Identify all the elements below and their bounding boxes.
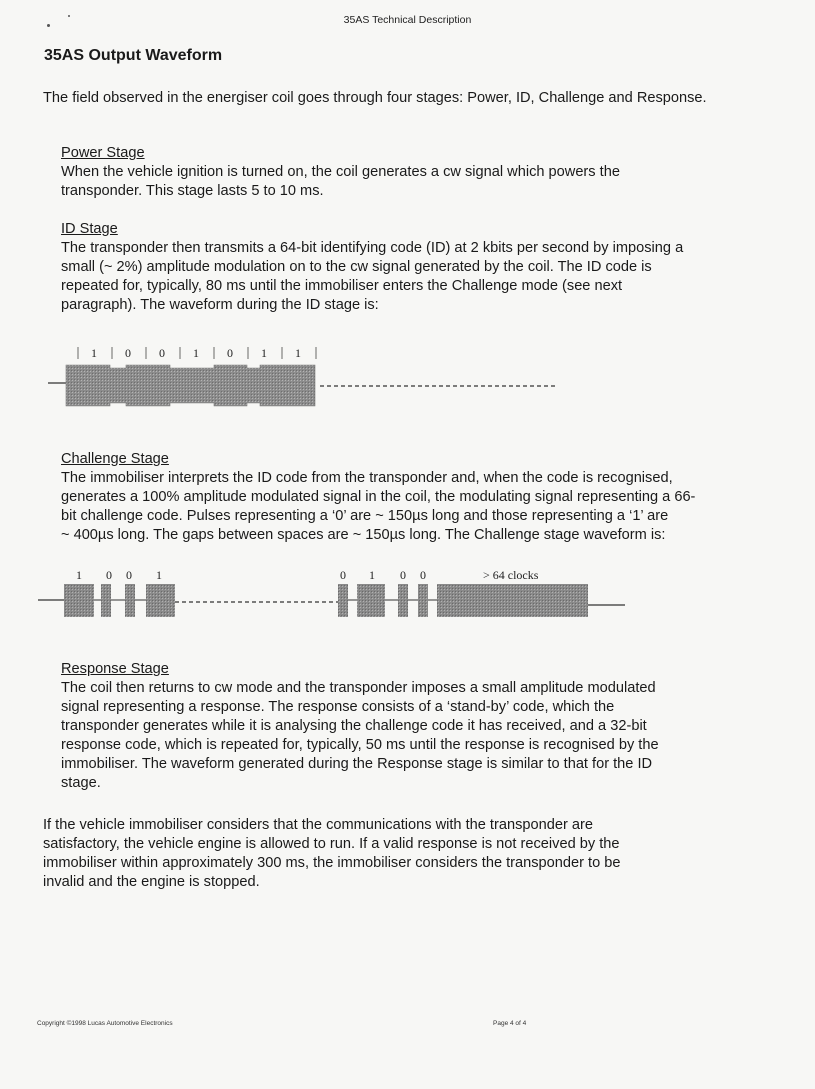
footer-copyright: Copyright ©1998 Lucas Automotive Electronics — [37, 1020, 173, 1027]
id-stage-line: The transponder then transmits a 64-bit identifying code (ID) at 2 kbits per second by imposing a — [61, 240, 684, 256]
closing-section — [43, 816, 743, 892]
challenge-bit-label: 0 — [106, 568, 112, 582]
challenge-bit-label: 0 — [340, 568, 346, 582]
power-stage-title: Power Stage — [61, 145, 145, 161]
id-bit-label: 0 — [227, 346, 233, 360]
id-stage-line: small (~ 2%) amplitude modulation on to the cw signal generated by the coil. The ID code is — [61, 259, 652, 275]
closing-line: satisfactory, the vehicle engine is allowed to run. If a valid response is not received by the — [43, 836, 620, 852]
id-stage-line: repeated for, typically, 80 ms until the immobiliser enters the Challenge mode (see next — [61, 278, 623, 294]
power-stage-line: When the vehicle ignition is turned on, the coil generates a cw signal which powers the — [61, 164, 620, 180]
document-header: 35AS Technical Description — [343, 14, 472, 26]
challenge-stage-line: ~ 400µs long. The gaps between spaces are ~ 150µs long. The Challenge stage waveform is: — [61, 527, 666, 543]
challenge-stage-line: generates a 100% amplitude modulated signal in the coil, the modulating signal representing a 66- — [61, 489, 696, 505]
id-bit-label: 1 — [193, 346, 199, 360]
challenge-pulse — [101, 584, 111, 617]
challenge-bit-label: 1 — [369, 568, 375, 582]
footer-page-number: Page 4 of 4 — [493, 1020, 527, 1027]
challenge-pulse — [418, 584, 428, 617]
id-waveform-diagram — [0, 335, 815, 415]
challenge-bit-label: 0 — [420, 568, 426, 582]
closing-line: immobiliser within approximately 300 ms, the immobiliser considers the transponder to be — [43, 855, 621, 871]
challenge-pulse — [338, 584, 348, 617]
challenge-stage-section — [61, 450, 766, 545]
challenge-pulse — [146, 584, 175, 617]
id-stage-title: ID Stage — [61, 221, 118, 237]
challenge-pulse — [357, 584, 385, 617]
power-stage-line: transponder. This stage lasts 5 to 10 ms. — [61, 183, 324, 199]
closing-line: invalid and the engine is stopped. — [43, 874, 260, 890]
challenge-pulse — [125, 584, 135, 617]
response-stage-line: immobiliser. The waveform generated during the Response stage is similar to that for the ID — [61, 756, 653, 772]
clocks-label: > 64 clocks — [483, 568, 539, 582]
power-stage-section — [61, 144, 766, 201]
id-bit-label: 1 — [295, 346, 301, 360]
intro-paragraph: The field observed in the energiser coil goes through four stages: Power, ID, Challenge and Response. — [43, 90, 707, 106]
id-modulated-signal — [66, 365, 315, 406]
challenge-bit-label: 1 — [76, 568, 82, 582]
response-stage-line: stage. — [61, 775, 101, 791]
challenge-pulse — [64, 584, 94, 617]
challenge-pulse — [398, 584, 408, 617]
challenge-clock-block — [437, 584, 588, 617]
response-stage-title: Response Stage — [61, 661, 169, 677]
id-bit-label: 1 — [91, 346, 97, 360]
challenge-stage-title: Challenge Stage — [61, 451, 169, 467]
id-stage-line: paragraph). The waveform during the ID stage is: — [61, 297, 379, 313]
challenge-waveform-diagram — [0, 562, 815, 632]
challenge-stage-line: The immobiliser interprets the ID code from the transponder and, when the code is recognised, — [61, 470, 673, 486]
id-stage-section — [61, 220, 766, 315]
closing-line: If the vehicle immobiliser considers that the communications with the transponder are — [43, 817, 593, 833]
id-bit-label: 0 — [125, 346, 131, 360]
challenge-bit-label: 1 — [156, 568, 162, 582]
page-title: 35AS Output Waveform — [44, 47, 223, 64]
id-bit-label: 1 — [261, 346, 267, 360]
challenge-bit-label: 0 — [126, 568, 132, 582]
response-stage-line: The coil then returns to cw mode and the transponder imposes a small amplitude modulated — [61, 680, 656, 696]
response-stage-line: response code, which is repeated for, typically, 50 ms until the response is recognised by the — [61, 737, 659, 753]
id-bit-label: 0 — [159, 346, 165, 360]
challenge-stage-line: bit challenge code. Pulses representing a ‘0’ are ~ 150µs long and those representing a ‘1’ are — [61, 508, 669, 524]
response-stage-line: signal representing a response. The response consists of a ‘stand-by’ code, which the — [61, 699, 615, 715]
challenge-bit-label: 0 — [400, 568, 406, 582]
response-stage-section — [61, 660, 766, 793]
response-stage-line: transponder generates while it is analysing the challenge code it has received, and a 32-bit — [61, 718, 647, 734]
